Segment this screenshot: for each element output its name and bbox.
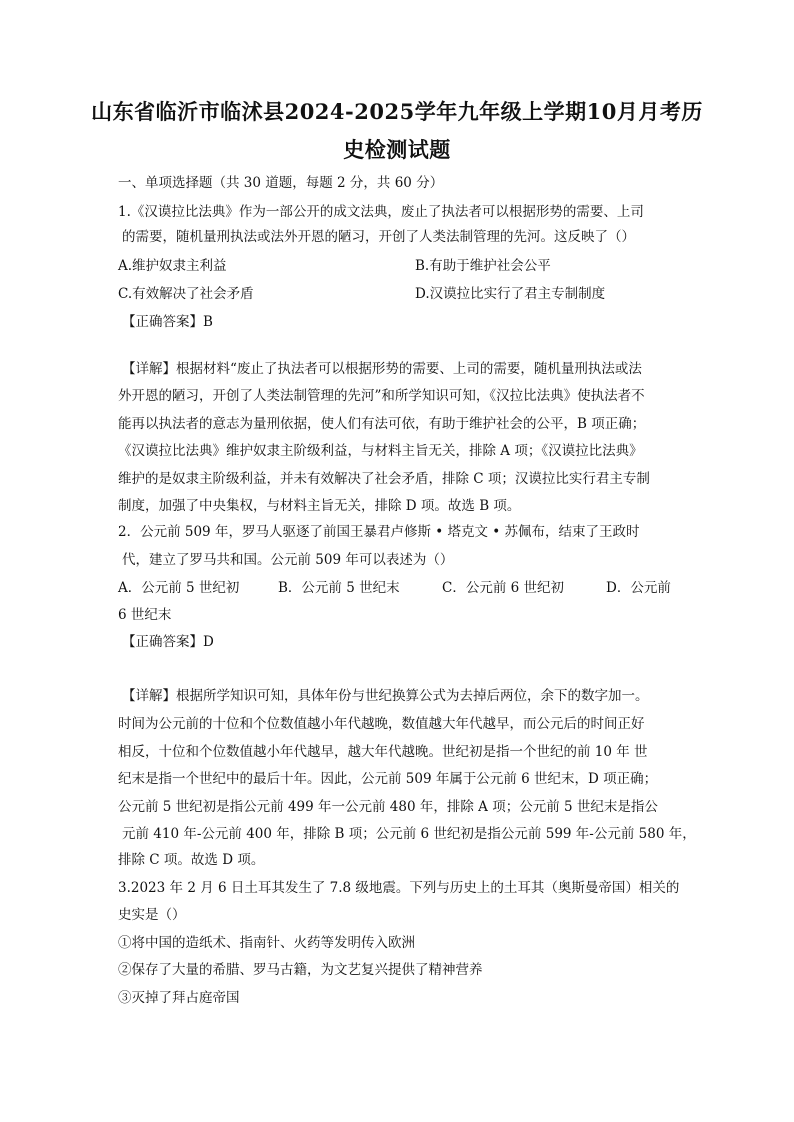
q1-detail-line: 制度，加强了中央集权，与材料主旨无关，排除 D 项。故选 B 项。 — [118, 498, 521, 514]
q1-stem-line1: 1.《汉谟拉比法典》作为一部公开的成文法典，废止了执法者可以根据形势的需要、上司 — [118, 204, 644, 220]
q1-answer: 【正确答案】B — [122, 314, 213, 330]
q2-option-b: B．公元前 5 世纪末 — [278, 580, 400, 596]
q1-stem-line2: 的需要，随机量刑执法或法外开恩的陋习，开创了人类法制管理的先河。这反映了（） — [122, 229, 635, 245]
q3-stem-line1: 3.2023 年 2 月 6 日土耳其发生了 7.8 级地震。下列与历史上的土耳其（奥斯曼帝国）相关的 — [118, 880, 680, 896]
q2-detail-line: 【详解】根据所学知识可知，具体年份与世纪换算公式为去掉后两位，余下的数字加一。 — [122, 688, 649, 704]
section-heading: 一、单项选择题（共 30 道题，每题 2 分，共 60 分） — [118, 175, 444, 191]
q1-option-d: D.汉谟拉比实行了君主专制制度 — [415, 286, 606, 302]
q2-detail-line: 公元前 5 世纪初是指公元前 499 年一公元前 480 年，排除 A 项；公元前 5 世纪末是指公 — [118, 799, 658, 815]
q2-option-d-continued: 6 世纪末 — [118, 607, 172, 623]
q3-stem-line2: 史实是（） — [118, 907, 186, 923]
q2-option-a: A．公元前 5 世纪初 — [118, 580, 240, 596]
q2-option-c: C．公元前 6 世纪初 — [442, 580, 565, 596]
q3-item: ①将中国的造纸术、指南针、火药等发明传入欧洲 — [118, 935, 415, 951]
q1-option-c: C.有效解决了社会矛盾 — [118, 286, 254, 302]
q1-detail-line: 维护的是奴隶主阶级利益，并未有效解决了社会矛盾，排除 C 项；汉谟拉比实行君主专制 — [118, 471, 650, 487]
document-title-line2: 史检测试题 — [343, 137, 451, 162]
document-title-line1: 山东省临沂市临沭县2024-2025学年九年级上学期10月月考历 — [91, 99, 703, 124]
q1-detail-line: 【详解】根据材料“废止了执法者可以根据形势的需要、上司的需要，随机量刑执法或法 — [122, 361, 642, 377]
q1-option-b: B.有助于维护社会公平 — [415, 258, 551, 274]
q2-option-d: D．公元前 — [606, 580, 671, 596]
q3-item: ②保存了大量的希腊、罗马古籍，为文艺复兴提供了精神营养 — [118, 962, 483, 978]
q2-answer: 【正确答案】D — [122, 634, 214, 650]
q2-stem-line1: 2．公元前 509 年，罗马人驱逐了前国王暴君卢修斯 • 塔克文 • 苏佩布，结束了王政时 — [118, 524, 640, 540]
q2-stem-line2: 代，建立了罗马共和国。公元前 509 年可以表述为（） — [122, 552, 454, 568]
q2-detail-line: 相反，十位和个位数值越小年代越早，越大年代越晚。世纪初是指一个世纪的前 10 年 世 — [118, 744, 648, 760]
q2-detail-line: 元前 410 年-公元前 400 年，排除 B 项；公元前 6 世纪初是指公元前 599 年-公元前 580 年， — [122, 826, 696, 842]
q1-option-a: A.维护奴隶主利益 — [118, 258, 227, 274]
q3-item: ③灭掉了拜占庭帝国 — [118, 990, 240, 1006]
q1-detail-line: 《汉谟拉比法典》维护奴隶主阶级利益，与材料主旨无关，排除 A 项；《汉谟拉比法典》 — [118, 443, 643, 459]
q1-detail-line: 外开恩的陋习，开创了人类法制管理的先河”和所学知识可知，《汉拉比法典》使执法者不 — [118, 388, 645, 404]
q2-detail-line: 时间为公元前的十位和个位数值越小年代越晚，数值越大年代越早，而公元后的时间正好 — [118, 716, 645, 732]
q2-detail-line: 纪末是指一个世纪中的最后十年。因此，公元前 509 年属于公元前 6 世纪末，D 项正确； — [118, 771, 658, 787]
q1-detail-line: 能再以执法者的意志为量刑依据，使人们有法可依，有助于维护社会的公平，B 项正确； — [118, 416, 646, 432]
q2-detail-line: 排除 C 项。故选 D 项。 — [118, 852, 265, 868]
